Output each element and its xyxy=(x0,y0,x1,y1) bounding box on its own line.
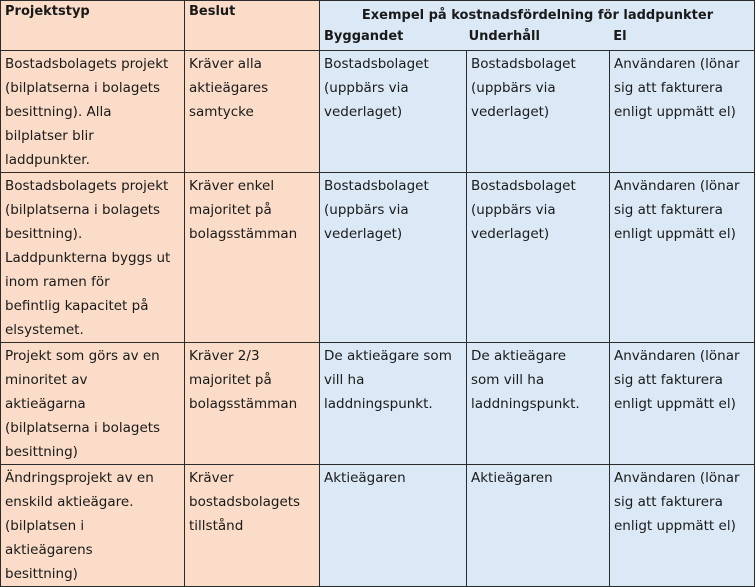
header-projekttyp-label: Projektstyp xyxy=(5,4,90,19)
table-row xyxy=(1,51,755,173)
cell-beslut: Kräver enkel majoritet på bolagsstämman xyxy=(185,173,320,343)
sub-header-row xyxy=(324,27,751,47)
cell-beslut: Kräver bostadsbolagets tillstånd xyxy=(185,465,320,587)
cell-beslut: Kräver 2/3 majoritet på bolagsstämman xyxy=(185,343,320,465)
cell-byggandet: De aktieägare som vill ha laddningspunkt. xyxy=(320,343,467,465)
cell-underhall: De aktieägare som vill ha laddningspunkt. xyxy=(467,343,610,465)
cell-projekttyp: Projekt som görs av en minoritet av aktieägarna (bilplatserna i bolagets besittning) xyxy=(1,343,185,465)
cell-projekttyp: Bostadsbolagets projekt (bilplatserna i bolagets besittning). Alla bilplatser blir laddpunkter. xyxy=(1,51,185,173)
header-group xyxy=(320,1,755,51)
cell-el: Användaren (lönar sig att fakturera enligt uppmätt el) xyxy=(610,51,755,173)
cell-projekttyp: Bostadsbolagets projekt (bilplatserna i bolagets besittning). Laddpunkterna byggs ut inom ramen för befintlig kapacitet på elsystemet. xyxy=(1,173,185,343)
table-row xyxy=(1,465,755,587)
header-group-label: Exempel på kostnadsfördelning för laddpunkter xyxy=(361,8,714,23)
header-beslut xyxy=(185,1,320,51)
header-byggandet: Byggandet xyxy=(324,29,404,44)
cell-el: Användaren (lönar sig att fakturera enligt uppmätt el) xyxy=(610,343,755,465)
table-row xyxy=(1,343,755,465)
header-row xyxy=(1,1,755,51)
header-underhall: Underhåll xyxy=(468,29,540,44)
cell-underhall: Bostadsbolaget (uppbärs via vederlaget) xyxy=(467,173,610,343)
cell-underhall: Aktieägaren xyxy=(467,465,610,587)
table-row xyxy=(1,173,755,343)
cell-byggandet: Aktieägaren xyxy=(320,465,467,587)
cell-byggandet: Bostadsbolaget (uppbärs via vederlaget) xyxy=(320,173,467,343)
cell-el: Användaren (lönar sig att fakturera enligt uppmätt el) xyxy=(610,173,755,343)
cell-el: Användaren (lönar sig att fakturera enligt uppmätt el) xyxy=(610,465,755,587)
header-beslut-label: Beslut xyxy=(189,4,236,19)
header-projekttyp xyxy=(1,1,185,51)
cell-beslut: Kräver alla aktieägares samtycke xyxy=(185,51,320,173)
cell-underhall: Bostadsbolaget (uppbärs via vederlaget) xyxy=(467,51,610,173)
cell-byggandet: Bostadsbolaget (uppbärs via vederlaget) xyxy=(320,51,467,173)
header-el: El xyxy=(613,29,627,44)
cell-projekttyp: Ändringsprojekt av en enskild aktieägare. (bilplatsen i aktieägarens besittning) xyxy=(1,465,185,587)
